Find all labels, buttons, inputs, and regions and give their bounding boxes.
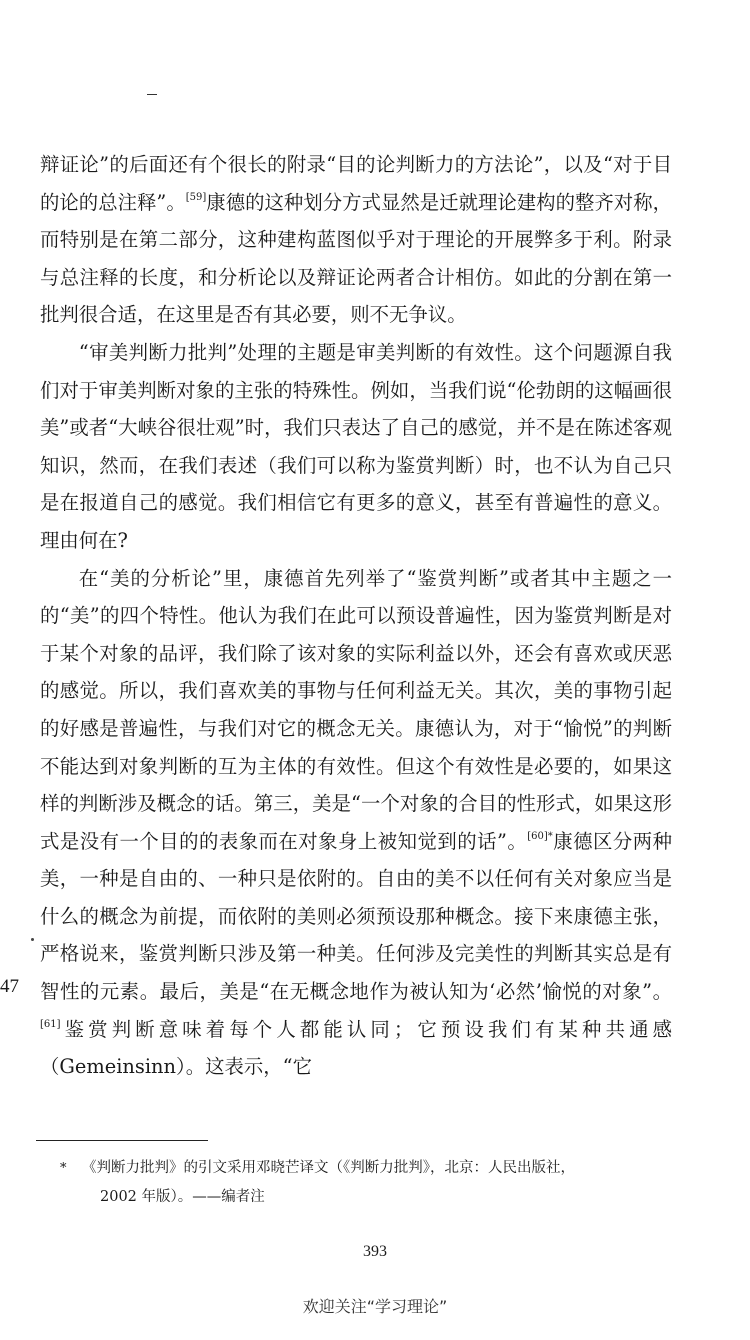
footnote-line-2: 2002 年版）。——编者注 xyxy=(100,1189,265,1205)
citation-marker: [59] xyxy=(185,191,207,203)
margin-page-number: 47 xyxy=(0,976,19,997)
paragraph xyxy=(40,560,672,1086)
citation-marker: [60]* xyxy=(527,830,553,842)
footnote xyxy=(60,1154,680,1212)
paragraph-text: 康德的这种划分方式显然是迁就理论建构的整齐对称，而特别是在第二部分，这种建构蓝图似乎对于理论的开展弊多于利。附录与总注释的长度，和分析论以及辩证论两者合计相仿。如此的分割在第一批判很合适，在这里是否有其必要，则不无争议。 xyxy=(40,190,672,327)
margin-dot xyxy=(31,938,34,941)
citation-marker: [61] xyxy=(40,1018,61,1030)
top-mark xyxy=(147,94,157,95)
body-text xyxy=(40,146,672,1086)
paragraph-text: 辩证论”的后面还有个很长的附录“目的论判断力的方法论”，以及“对于目的论的总注释”。 xyxy=(40,153,672,214)
paragraph xyxy=(40,334,672,560)
paragraph-text: 康德区分两种美，一种是自由的、一种只是依附的。自由的美不以任何有关对象应当是什么的概念为前提，而依附的美则必须预设那种概念。接下来康德主张，严格说来，鉴赏判断只涉及第一种美。任何涉及完美性的判断其实总是有智性的元素。最后，美是“在无概念地作为被认知为‘必然’愉悦的对象”。 xyxy=(40,829,672,1004)
paragraph-text: “审美判断力批判”处理的主题是审美判断的有效性。这个问题源自我们对于审美判断对象的主张的特殊性。例如，当我们说“伦勃朗的这幅画很美”或者“大峡谷很壮观”时，我们只表达了自己的感觉，并不是在陈述客观知识，然而，在我们表述（我们可以称为鉴赏判断）时，也不认为自己只是在报道自己的感觉。我们相信它有更多的意义，甚至有普遍性的意义。理由何在? xyxy=(40,340,672,552)
footnote-mark: * xyxy=(60,1161,67,1176)
page-number: 393 xyxy=(363,1243,387,1260)
footnote-line-1 xyxy=(60,1154,680,1183)
paragraph-text: 在“美的分析论”里，康德首先列举了“鉴赏判断”或者其中主题之一的“美”的四个特性。他认为我们在此可以预设普遍性，因为鉴赏判断是对于某个对象的品评，我们除了该对象的实际利益以外，还会有喜欢或厌恶的感觉。所以，我们喜欢美的事物与任何利益无关。其次，美的事物引起的好感是普遍性，与我们对它的概念无关。康德认为，对于“愉悦”的判断不能达到对象判断的互为主体的有效性。但这个有效性是必要的，如果这样的判断涉及概念的话。第三，美是“一个对象的合目的性形式，如果这形式是没有一个目的的表象而在对象身上被知觉到的话”。 xyxy=(40,566,672,853)
paragraph xyxy=(40,146,672,334)
footnote-rule xyxy=(36,1140,208,1141)
paragraph-text: 鉴赏判断意味着每个人都能认同；它预设我们有某种共通感（Gemeinsinn）。这表示，“它 xyxy=(40,1017,672,1079)
footnote-text-1: 《判断力批判》的引文采用邓晓芒译文（《判断力批判》，北京：人民出版社， xyxy=(82,1160,575,1176)
watermark: 欢迎关注“学习理论” xyxy=(302,1297,448,1316)
